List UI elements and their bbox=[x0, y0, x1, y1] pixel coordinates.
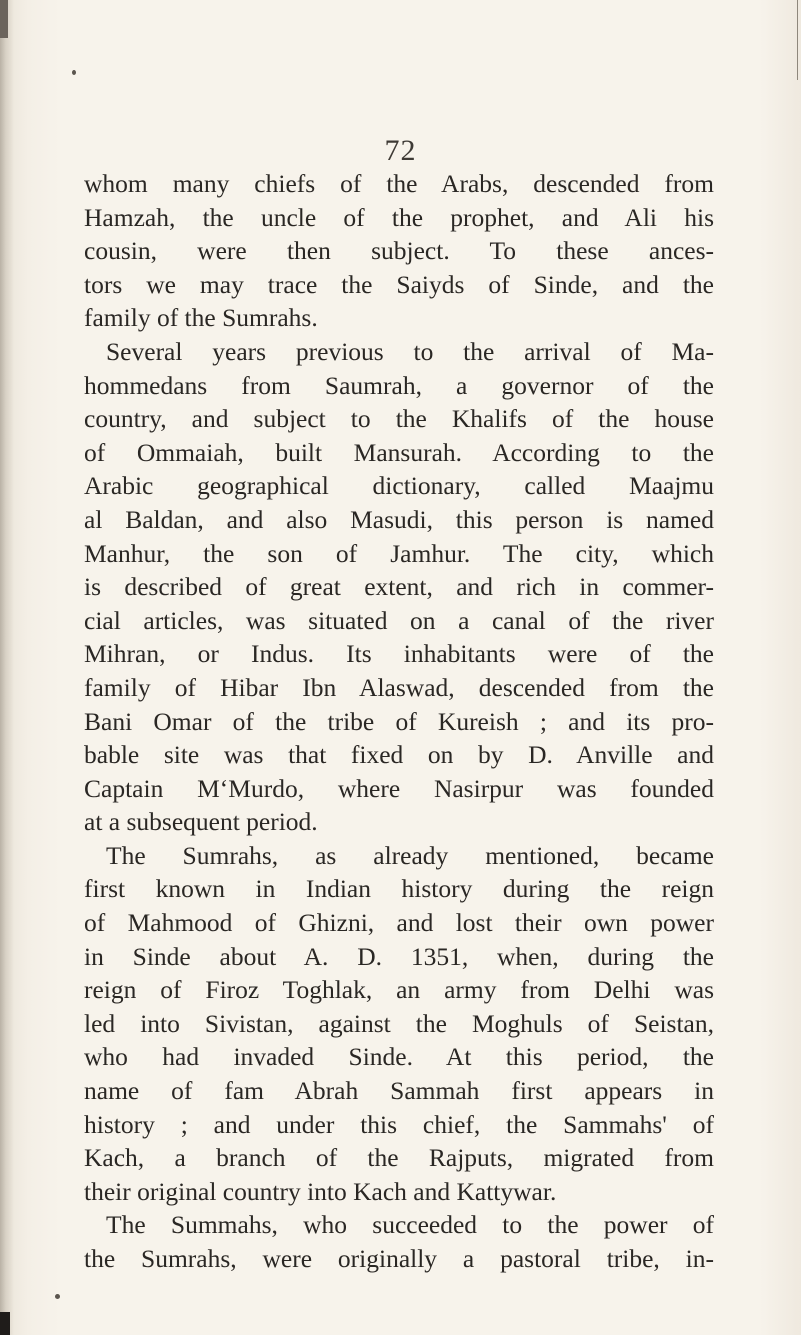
text-line: is described of great extent, and rich in commer- bbox=[84, 572, 714, 602]
text-line: Arabic geographical dictionary, called Maajmu bbox=[84, 471, 714, 501]
text-line: hommedans from Saumrah, a governor of the bbox=[84, 370, 714, 400]
text-line: name of fam Abrah Sammah first appears in bbox=[84, 1076, 714, 1106]
text-line: their original country into Kach and Kattywar. bbox=[84, 1176, 557, 1206]
text-line: family of the Sumrahs. bbox=[84, 303, 318, 333]
edge-mark-bottom bbox=[0, 1312, 10, 1335]
body-text bbox=[84, 167, 714, 1276]
text-line: of Ommaiah, built Mansurah. According to the bbox=[84, 437, 714, 467]
text-line: Mihran, or Indus. Its inhabitants were of the bbox=[84, 639, 714, 669]
text-line: cial articles, was situated on a canal of the river bbox=[84, 605, 714, 635]
text-line: Manhur, the son of Jamhur. The city, which bbox=[84, 538, 714, 568]
binding-shadow bbox=[0, 0, 14, 1335]
text-line: al Baldan, and also Masudi, this person is named bbox=[84, 504, 714, 534]
text-line: cousin, were then subject. To these ances- bbox=[84, 236, 714, 266]
text-line: bable site was that fixed on by D. Anville and bbox=[84, 740, 714, 770]
text-line: at a subsequent period. bbox=[84, 807, 318, 837]
text-line: The Summahs, who succeeded to the power of bbox=[106, 1210, 714, 1240]
text-line: led into Sivistan, against the Moghuls of Seistan, bbox=[84, 1008, 714, 1038]
text-line: Bani Omar of the tribe of Kureish ; and its pro- bbox=[84, 706, 714, 736]
text-line: Several years previous to the arrival of Ma- bbox=[106, 336, 714, 366]
text-line: reign of Firoz Toghlak, an army from Delhi was bbox=[84, 975, 714, 1005]
text-line: first known in Indian history during the reign bbox=[84, 874, 714, 904]
ink-speck bbox=[72, 70, 76, 75]
text-line: in Sinde about A. D. 1351, when, during the bbox=[84, 941, 714, 971]
ink-speck bbox=[55, 1294, 60, 1299]
text-line: whom many chiefs of the Arabs, descended from bbox=[84, 169, 714, 198]
text-line: the Sumrahs, were originally a pastoral tribe, in- bbox=[84, 1244, 714, 1273]
page-number: 72 bbox=[384, 134, 417, 167]
text-line: of Mahmood of Ghizni, and lost their own power bbox=[84, 908, 714, 938]
page-edge-line bbox=[797, 0, 798, 80]
text-line: who had invaded Sinde. At this period, the bbox=[84, 1042, 714, 1072]
text-line: Kach, a branch of the Rajputs, migrated from bbox=[84, 1143, 714, 1173]
text-line: country, and subject to the Khalifs of the house bbox=[84, 404, 714, 434]
text-line: history ; and under this chief, the Sammahs' of bbox=[84, 1109, 714, 1139]
text-line: Captain M‘Murdo, where Nasirpur was founded bbox=[84, 773, 714, 803]
edge-mark-top bbox=[0, 0, 8, 38]
text-line: Hamzah, the uncle of the prophet, and Ali his bbox=[84, 202, 714, 232]
text-line: The Sumrahs, as already mentioned, became bbox=[106, 840, 714, 870]
text-line: family of Hibar Ibn Alaswad, descended from the bbox=[84, 672, 714, 702]
text-line: tors we may trace the Saiyds of Sinde, and the bbox=[84, 269, 714, 299]
